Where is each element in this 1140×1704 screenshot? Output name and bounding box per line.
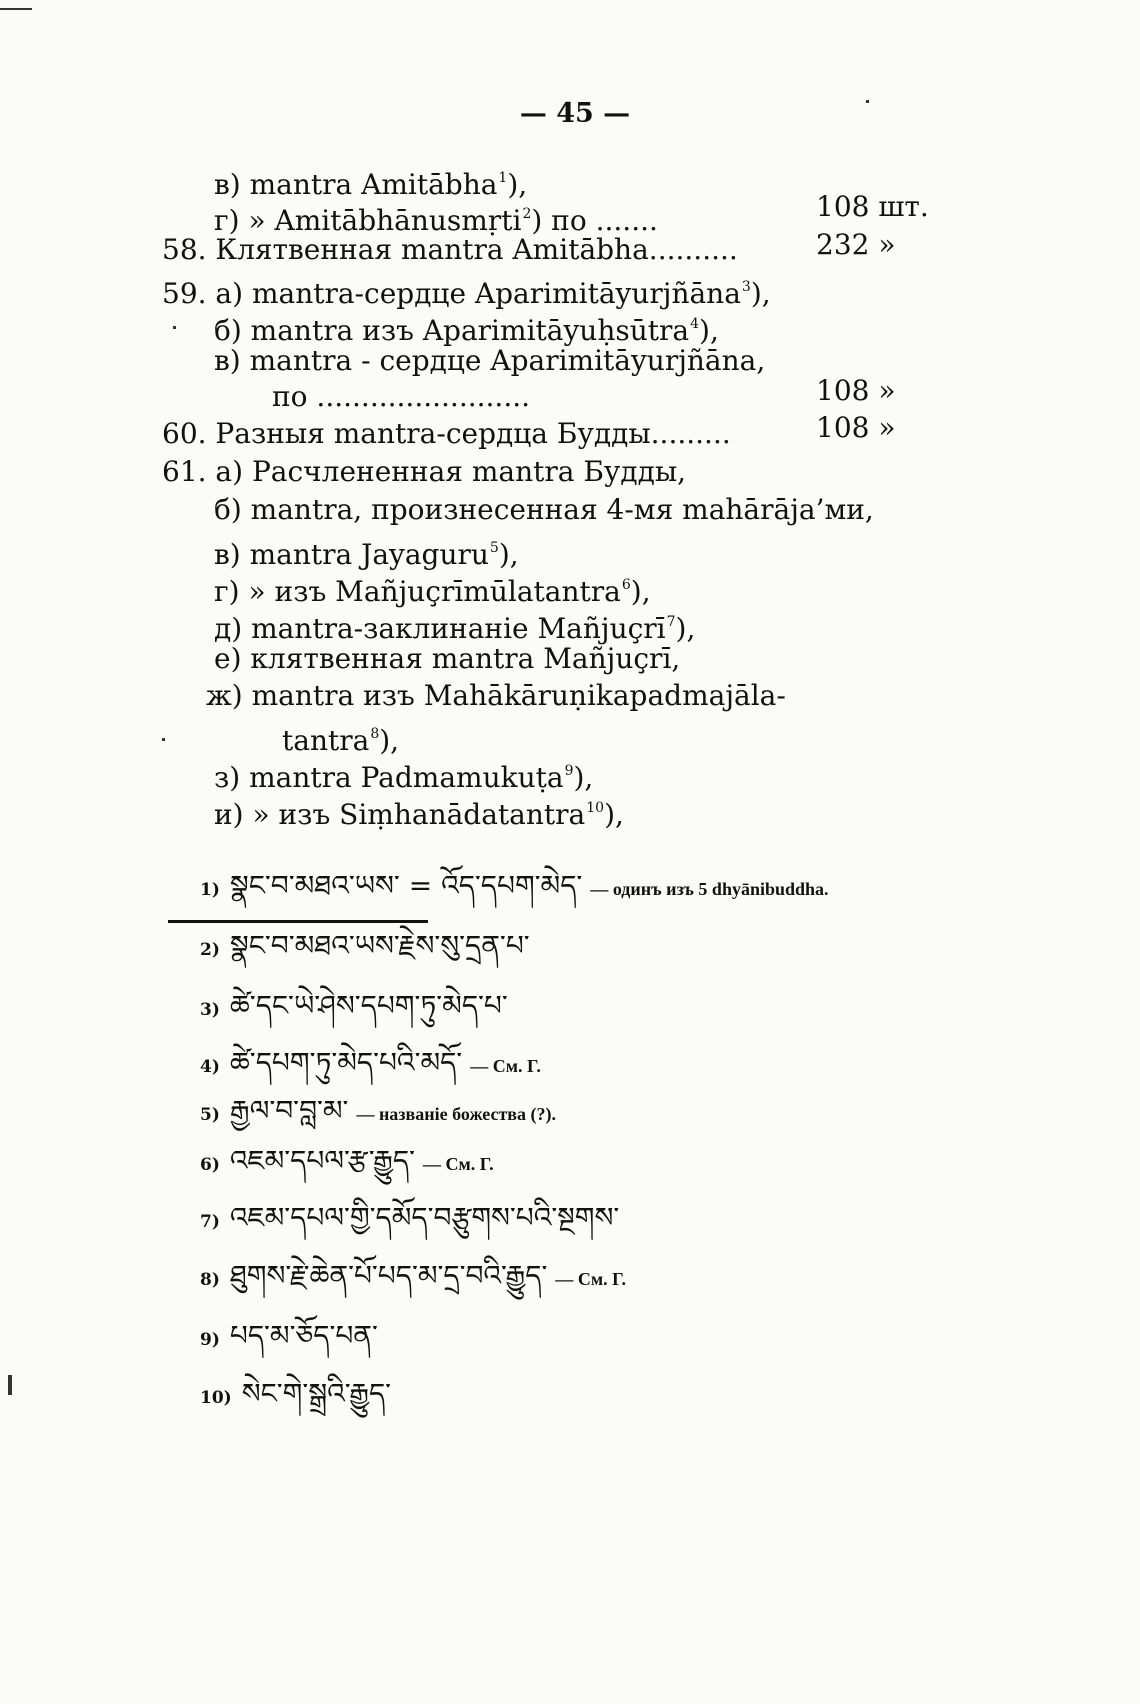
footnote: 10) སེང་གེ་སྒྲའི་རྒྱུད་	[200, 1377, 392, 1410]
footnote: 3) ཚེ་དང་ཡེ་ཤེས་དཔག་ཏུ་མེད་པ་	[200, 989, 508, 1022]
list-line: д) mantra-заклинаніе Mañjuçrī$^7$),	[214, 612, 696, 645]
scan-mark	[8, 1375, 12, 1395]
list-line: в) mantra Amitābha$^1$),	[214, 168, 528, 201]
scan-mark	[866, 100, 869, 103]
count-value: 232 »	[816, 228, 896, 261]
scan-mark	[173, 326, 176, 329]
list-line: по ........................	[272, 380, 531, 413]
count-value: 108 »	[816, 374, 896, 407]
count-value: 108 »	[816, 411, 896, 444]
list-line: 61. a) Расчлененная mantra Будды,	[162, 455, 687, 488]
footnote: 8) ཐུགས་རྗེ་ཆེན་པོ་པད་མ་དྲ་བའི་རྒྱུད་ — См. Г.	[200, 1259, 627, 1292]
footnote: 5) རྒྱལ་བ་བླ་མ་ — названіе божества (?).	[200, 1094, 557, 1127]
list-line: в) mantra - сердце Aparimitāyurjñāna,	[214, 344, 766, 377]
page-number: — 45 —	[519, 98, 631, 129]
list-line: г) » Amitābhānusmṛti$^2$) по .......	[214, 204, 658, 237]
list-line: г) » изъ Mañjuçrīmūlatantra$^6$),	[214, 575, 651, 608]
footnote: 1) སྣང་བ་མཐའ་ཡས་ = འོད་དཔག་མེད་ — одинъ изъ 5 dhyānibuddha.	[200, 869, 829, 902]
list-line: в) mantra Jayaguru$^5$),	[214, 538, 519, 571]
list-line: б) mantra, произнесенная 4-мя mahārāja’ми,	[214, 493, 874, 526]
list-line: 59. a) mantra-сердце Aparimitāyurjñāna$^3$),	[162, 277, 771, 310]
list-line: 60. Разныя mantra-сердца Будды.........	[162, 417, 731, 450]
footnote: 7) འཇམ་དཔལ་གྱི་དམོད་བརྩུགས་པའི་སྔགས་	[200, 1201, 620, 1234]
footnote: 6) འཇམ་དཔལ་རྩ་རྒྱུད་ — См. Г.	[200, 1144, 494, 1177]
footnote: 4) ཚེ་དཔག་ཏུ་མེད་པའི་མདོ་ — См. Г.	[200, 1046, 541, 1079]
footnote: 9) པད་མ་ཅོད་པན་	[200, 1319, 378, 1352]
list-line: и) » изъ Siṃhanādatantra$^{10}$),	[214, 798, 624, 831]
count-value: 108 шт.	[816, 190, 929, 223]
list-line: tantra$^8$),	[282, 724, 400, 757]
scan-mark	[0, 8, 32, 10]
list-line: 58. Клятвенная mantra Amitābha..........	[162, 233, 738, 266]
list-line: е) клятвенная mantra Mañjuçrī,	[214, 642, 681, 675]
list-line: б) mantra изъ Aparimitāyuḥsūtra$^4$),	[214, 314, 719, 347]
list-line: з) mantra Padmamukuṭa$^9$),	[214, 761, 594, 794]
list-line: ж) mantra изъ Mahākāruṇikapadmajāla-	[206, 679, 786, 712]
scan-mark	[162, 738, 165, 741]
footnote: 2) སྣང་བ་མཐའ་ཡས་རྗེས་སུ་དྲན་པ་	[200, 929, 530, 962]
footnote-divider	[168, 920, 428, 923]
